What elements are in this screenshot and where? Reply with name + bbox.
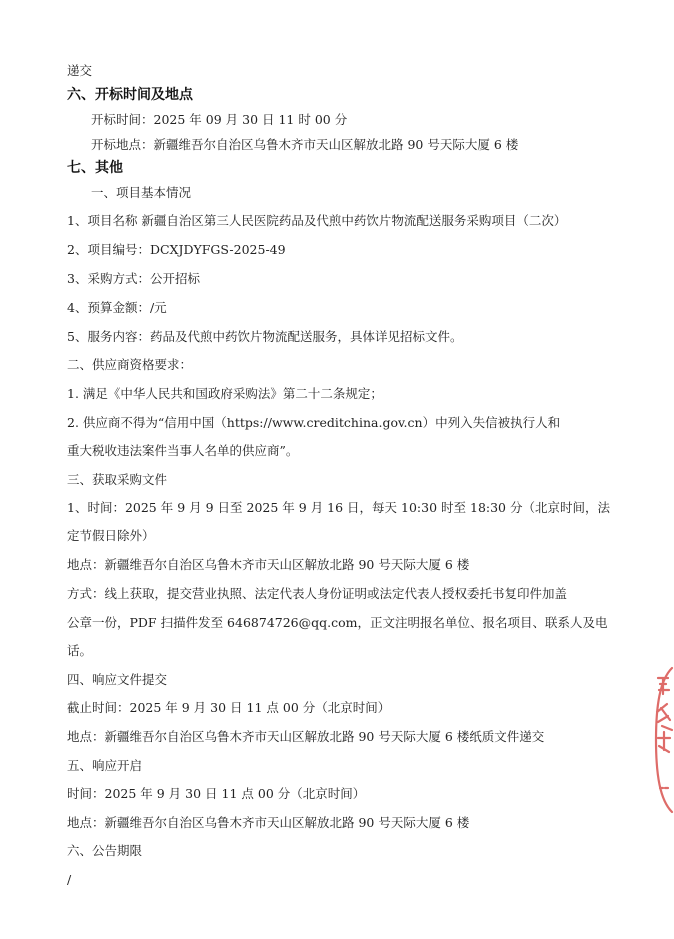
obtain-time-continued: 定节假日除外） xyxy=(67,528,155,543)
subheading-obtain-documents: 三、获取采购文件 xyxy=(67,472,168,487)
section-heading-other: 七、其他 xyxy=(67,160,123,176)
requirement-2: 2. 供应商不得为“信用中国（https://www.creditchina.gov.cn）中列入失信被执行人和 xyxy=(67,415,561,430)
subheading-project-basics: 一、项目基本情况 xyxy=(91,185,192,200)
procurement-method: 3、采购方式：公开招标 xyxy=(67,271,200,286)
requirement-2-continued: 重大税收违法案件当事人名单的供应商”。 xyxy=(67,443,299,458)
service-content: 5、服务内容：药品及代煎中药饮片物流配送服务，具体详见招标文件。 xyxy=(67,329,463,344)
obtain-method: 方式：线上获取，提交营业执照、法定代表人身份证明或法定代表人授权委托书复印件加盖 xyxy=(67,586,568,601)
obtain-method-end: 话。 xyxy=(67,643,93,658)
obtain-place: 地点：新疆维吾尔自治区乌鲁木齐市天山区解放北路 90 号天际大厦 6 楼 xyxy=(67,557,470,572)
subheading-supplier-requirements: 二、供应商资格要求： xyxy=(67,357,193,372)
subheading-notice-period: 六、公告期限 xyxy=(67,843,143,858)
submission-place: 地点：新疆维吾尔自治区乌鲁木齐市天山区解放北路 90 号天际大厦 6 楼纸质文件递交 xyxy=(67,729,545,744)
subheading-response-submission: 四、响应文件提交 xyxy=(67,672,168,687)
response-opening-place: 地点：新疆维吾尔自治区乌鲁木齐市天山区解放北路 90 号天际大厦 6 楼 xyxy=(67,815,470,830)
obtain-time: 1、时间：2025 年 9 月 9 日至 2025 年 9 月 16 日，每天 10:30 时至 18:30 分（北京时间，法 xyxy=(67,500,610,515)
budget-amount: 4、预算金额：/元 xyxy=(67,300,167,315)
project-number: 2、项目编号：DCXJDYFGS-2025-49 xyxy=(67,242,286,257)
project-name: 1、项目名称 新疆自治区第三人民医院药品及代煎中药饮片物流配送服务采购项目（二次） xyxy=(67,213,567,228)
section-heading-opening-time-place: 六、开标时间及地点 xyxy=(67,87,193,103)
response-opening-time: 时间：2025 年 9 月 30 日 11 点 00 分（北京时间） xyxy=(67,786,366,801)
requirement-1: 1. 满足《中华人民共和国政府采购法》第二十二条规定； xyxy=(67,386,383,401)
obtain-method-continued: 公章一份，PDF 扫描件发至 646874726@qq.com，正文注明报名单位、报名项目、联系人及电 xyxy=(67,615,608,630)
opening-place: 开标地点：新疆维吾尔自治区乌鲁木齐市天山区解放北路 90 号天际大厦 6 楼 xyxy=(91,137,519,152)
subheading-response-opening: 五、响应开启 xyxy=(67,758,143,773)
notice-period-value: / xyxy=(67,872,72,887)
continued-text: 递交 xyxy=(67,63,93,78)
submission-deadline: 截止时间：2025 年 9 月 30 日 11 点 00 分（北京时间） xyxy=(67,700,391,715)
opening-time: 开标时间：2025 年 09 月 30 日 11 时 00 分 xyxy=(91,112,348,127)
partial-seal-stamp xyxy=(652,660,674,820)
